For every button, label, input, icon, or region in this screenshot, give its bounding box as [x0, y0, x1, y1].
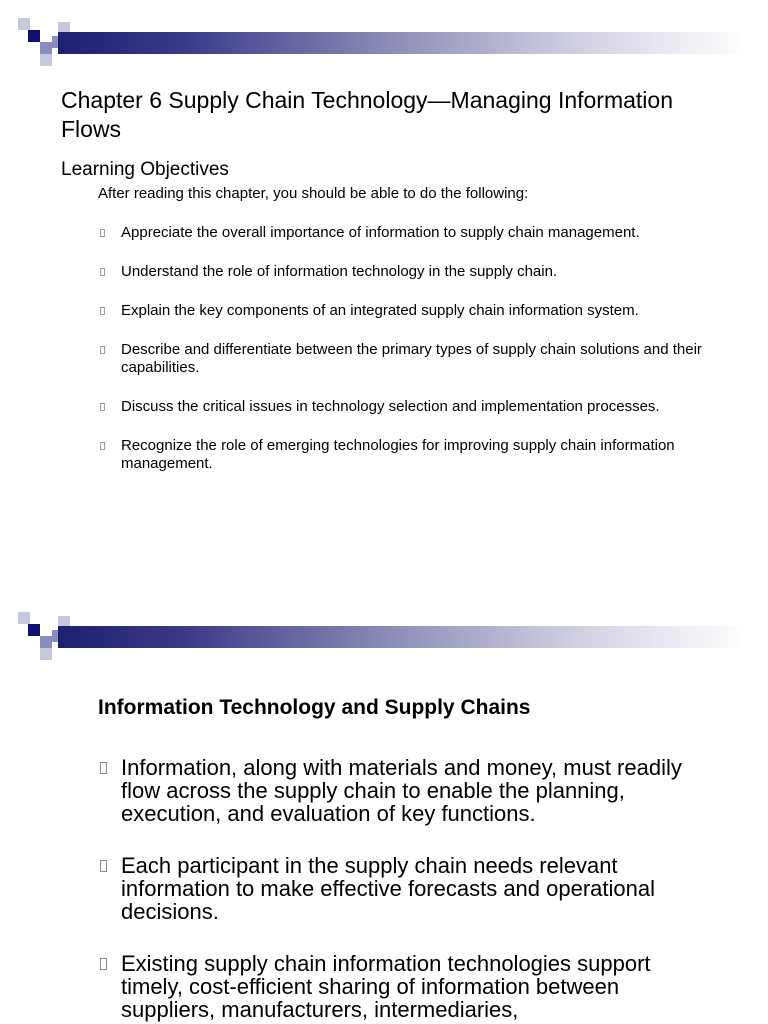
list-item — [98, 756, 718, 825]
list-item — [98, 341, 738, 377]
section-subtitle: Learning Objectives — [61, 159, 229, 180]
objectives-list — [98, 224, 738, 494]
objective-text: Discuss the critical issues in technology selection and implementation processes. — [121, 398, 660, 415]
point-text: Existing supply chain information technologies support timely, cost-efficient sharing of information between suppliers, manufacturers, intermediaries, — [121, 951, 651, 1022]
list-item — [98, 224, 738, 242]
bullet-icon — [100, 403, 105, 411]
bullet-icon — [100, 860, 107, 872]
bullet-icon — [100, 229, 105, 237]
bullet-icon — [100, 442, 105, 450]
point-text: Each participant in the supply chain needs relevant information to make effective forecasts and operational decisions. — [121, 853, 656, 924]
list-item — [98, 302, 738, 320]
bullet-icon — [100, 958, 107, 970]
objective-text: Recognize the role of emerging technologies for improving supply chain information management. — [121, 437, 675, 472]
objective-text: Understand the role of information technology in the supply chain. — [121, 263, 558, 280]
page-title: Chapter 6 Supply Chain Technology—Managing Information Flows — [61, 87, 674, 142]
list-item — [98, 952, 718, 1021]
header-gradient-bar — [58, 626, 748, 648]
bullet-icon — [100, 346, 105, 354]
slide-title: Information Technology and Supply Chains — [98, 696, 531, 719]
slide-2 — [0, 600, 768, 1024]
objective-text: Describe and differentiate between the primary types of supply chain solutions and their capabilities. — [121, 341, 702, 376]
list-item — [98, 854, 718, 923]
bullet-icon — [100, 307, 105, 315]
objective-text: Explain the key components of an integrated supply chain information system. — [121, 302, 639, 319]
points-list — [98, 756, 718, 1024]
intro-text: After reading this chapter, you should be able to do the following: — [98, 185, 529, 202]
list-item — [98, 263, 738, 281]
list-item — [98, 398, 738, 416]
objective-text: Appreciate the overall importance of information to supply chain management. — [121, 224, 640, 241]
point-text: Information, along with materials and money, must readily flow across the supply chain to enable the planning, execution, and evaluation of key functions. — [121, 755, 682, 826]
bullet-icon — [100, 762, 107, 774]
header-gradient-bar — [58, 32, 748, 54]
list-item — [98, 437, 738, 473]
bullet-icon — [100, 268, 105, 276]
